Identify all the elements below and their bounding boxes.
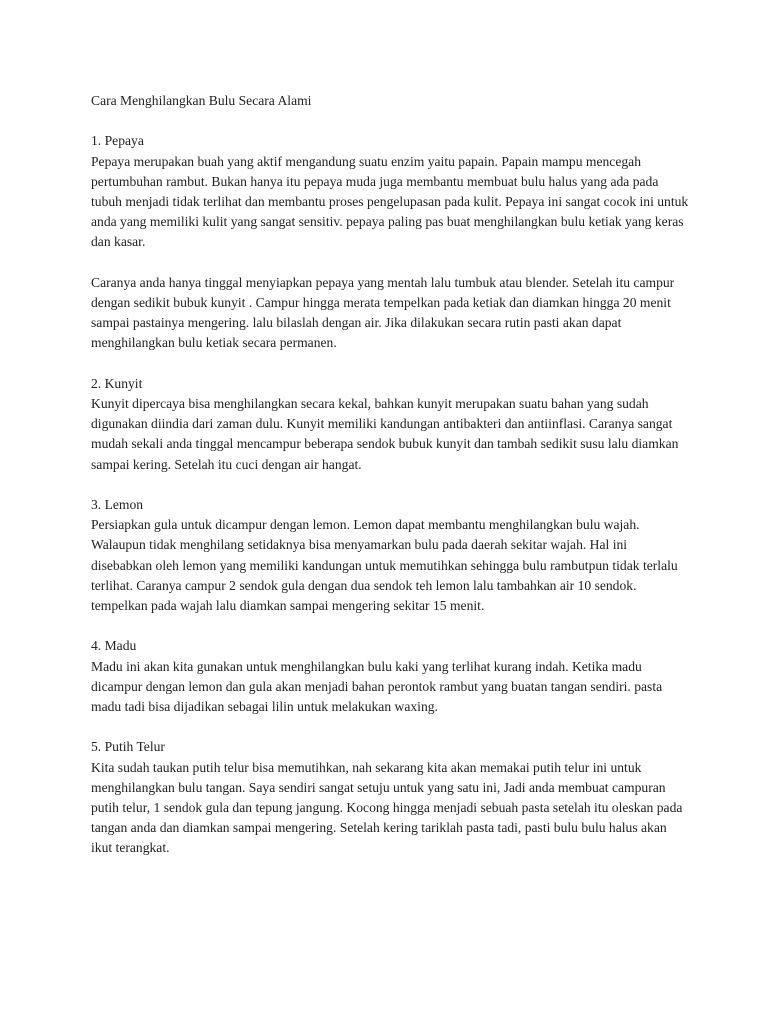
section-madu [91, 636, 691, 717]
document-title: Cara Menghilangkan Bulu Secara Alami [91, 93, 312, 108]
section-paragraph: Kunyit dipercaya bisa menghilangkan secara kekal, bahkan kunyit merupakan suatu bahan yang sudah digunakan diindia dari zaman dulu. Kunyit memiliki kandungan antibakteri dan antiinflasi. Caranya sangat mudah sekali anda tinggal mencampur beberapa sendok bubuk kunyit dan tambah sedikit susu lalu diamkan sampai kering. Setelah itu cuci dengan air hangat. [91, 396, 679, 472]
section-paragraph: Caranya anda hanya tinggal menyiapkan pepaya yang mentah lalu tumbuk atau blender. Setelah itu campur dengan sedikit bubuk kunyit . Campur hingga merata tempelkan pada ketiak dan diamkan hingga 20 menit sampai pastainya mengering. lalu bilaslah dengan air. Jika dilakukan secara rutin pasti akan dapat menghilangkan bulu ketiak secara permanen. [91, 274, 675, 351]
section-lemon [91, 495, 691, 616]
section-pepaya [91, 131, 691, 353]
section-paragraph: Persiapkan gula untuk dicampur dengan lemon. Lemon dapat membantu menghilangkan bulu wajah. Walaupun tidak menghilang setidaknya bisa menyamarkan bulu pada daerah sekitar wajah. Hal ini disebabkan oleh lemon yang memiliki kandungan untuk memutihkan sehingga bulu rambutpun tidak terlalu terlihat. Caranya campur 2 sendok gula dengan dua sendok teh lemon lalu tambahkan air 10 sendok. tempelkan pada wajah lalu diamkan sampai mengering sekitar 15 menit. [91, 517, 678, 614]
section-heading: 4. Madu [91, 638, 137, 654]
section-kunyit [91, 374, 691, 475]
section-putih-telur [91, 737, 691, 858]
section-heading: 3. Lemon [91, 497, 144, 512]
section-paragraph: Pepaya merupakan buah yang aktif mengandung suatu enzim yaitu papain. Papain mampu mencegah pertumbuhan rambut. Bukan hanya itu pepaya muda juga membantu membuat bulu halus yang ada pada tubuh menjadi tidak terlihat dan membantu proses pengelupasan pada kulit. Pepaya ini sangat cocok ini untuk anda yang memiliki kulit yang sangat sensitiv. pepaya paling pas buat menghilangkan bulu ketiak yang keras dan kasar. [91, 153, 689, 250]
section-heading: 1. Pepaya [91, 133, 144, 149]
document-body [91, 91, 691, 879]
section-paragraph: Kita sudah taukan putih telur bisa memutihkan, nah sekarang kita akan memakai putih telur ini untuk menghilangkan bulu tangan. Saya sendiri sangat setuju untuk yang satu ini, Jadi anda membuat campuran putih telur, 1 sendok gula dan tepung jangung. Kocong hingga menjadi sebuah pasta setelah itu oleskan pada tangan anda dan diamkan sampai mengering. Setelah kering tariklah pasta tadi, pasti bulu bulu halus akan ikut terangkat. [91, 759, 683, 856]
section-paragraph: Madu ini akan kita gunakan untuk menghilangkan bulu kaki yang terlihat kurang indah. Ketika madu dicampur dengan lemon dan gula akan menjadi bahan perontok rambut yang buatan tangan sendiri. pasta madu tadi bisa dijadikan sebagai lilin untuk melakukan waxing. [91, 658, 663, 715]
section-heading: 2. Kunyit [91, 375, 143, 391]
section-heading: 5. Putih Telur [91, 739, 165, 755]
